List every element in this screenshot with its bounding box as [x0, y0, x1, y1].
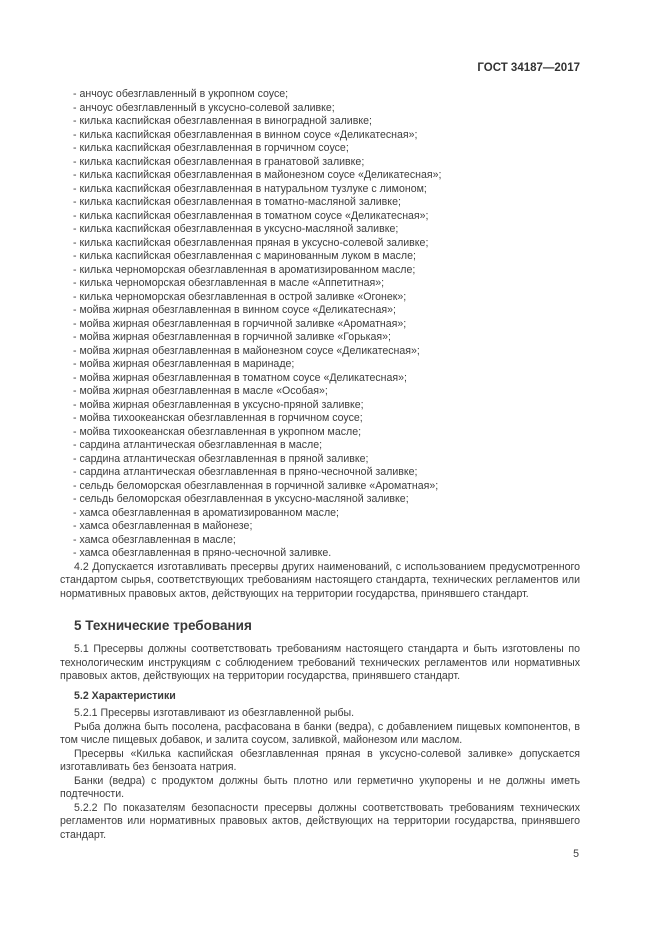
product-list-item: - хамса обезглавленная в майонезе;: [73, 520, 253, 532]
product-list-item: - килька каспийская обезглавленная в томатном соусе «Деликатесная»;: [73, 209, 429, 222]
para-fish-requirements: Рыба должна быть посолена, расфасована в банки (ведра), с добавлением пищевых компонентов, в том числе пищевых добавок, и залита соусом, заливкой, майонезом или маслом.: [60, 720, 580, 746]
product-list-item: - мойва тихоокеанская обезглавленная в горчичном соусе;: [73, 412, 363, 424]
product-list-item: - килька каспийская обезглавленная в гранатовой заливке;: [73, 155, 365, 168]
product-list-item: - сельдь беломорская обезглавленная в уксусно-масляной заливке;: [73, 493, 409, 505]
clause-5-1: 5.1 Пресервы должны соответствовать требованиям настоящего стандарта и быть изготовлены по технологическим инструкциям с соблюдением требований технических регламентов или нормативных правовых актов, действующих на территории государства, принявшего стандарт.: [60, 643, 580, 682]
product-list-item: - сардина атлантическая обезглавленная в пряно-чесночной заливке;: [73, 466, 418, 478]
product-list-item: - килька каспийская обезглавленная пряная в уксусно-солевой заливке;: [73, 236, 429, 249]
product-list-item: - мойва жирная обезглавленная в маринаде;: [73, 358, 295, 370]
product-list-item: - килька черноморская обезглавленная в острой заливке «Огонек»;: [73, 290, 407, 303]
product-list-item: - килька каспийская обезглавленная в уксусно-масляной заливке;: [73, 223, 399, 235]
section-5-heading: 5 Технические требования: [74, 618, 252, 633]
product-list-item: - килька каспийская обезглавленная с маринованным луком в масле;: [73, 250, 416, 262]
product-list-item: - мойва жирная обезглавленная в масле «Особая»;: [73, 385, 328, 397]
clause-5-2-1: 5.2.1 Пресервы изготавливают из обезглавленной рыбы.: [74, 707, 355, 719]
standard-number-header: ГОСТ 34187—2017: [477, 62, 580, 74]
product-list-item: - килька каспийская обезглавленная в горчичном соусе;: [73, 142, 349, 154]
product-list: [60, 88, 580, 561]
clause-4-2: 4.2 Допускается изготавливать пресервы других наименований, с использованием предусмотренного стандартом сырья, соответствующих требованиям настоящего стандарта, технических регламентов или нормативных правовых актов, действующих на территории государства, принявшего стандарт.: [60, 560, 580, 600]
product-list-item: - килька каспийская обезглавленная в винном соусе «Деликатесная»;: [73, 128, 418, 141]
product-list-item: - килька каспийская обезглавленная в натуральном тузлуке с лимоном;: [73, 182, 427, 195]
product-list-item: - хамса обезглавленная в масле;: [73, 533, 236, 546]
product-list-item: - мойва жирная обезглавленная в уксусно-пряной заливке;: [73, 398, 364, 411]
product-list-item: - килька каспийская обезглавленная в виноградной заливке;: [73, 115, 372, 127]
clause-5-2-2: 5.2.2 По показателям безопасности пресервы должны соответствовать требованиям технических регламентов или нормативных правовых актов, действующих на территории государства, принявшего стандарт.: [60, 801, 580, 841]
para-benzoate-exception: Пресервы «Килька каспийская обезглавленная пряная в уксусно-солевой заливке» допускается изготавливать без бензоата натрия.: [60, 747, 580, 773]
product-list-item: - мойва жирная обезглавленная в горчичной заливке «Ароматная»;: [73, 317, 407, 330]
page-number: 5: [573, 848, 579, 860]
product-list-item: - мойва жирная обезглавленная в винном соусе «Деликатесная»;: [73, 304, 396, 316]
product-list-item: - сардина атлантическая обезглавленная в масле;: [73, 439, 323, 451]
product-list-item: - мойва жирная обезглавленная в горчичной заливке «Горькая»;: [73, 331, 391, 343]
product-list-item: - килька черноморская обезглавленная в масле «Аппетитная»;: [73, 277, 385, 289]
product-list-item: - килька каспийская обезглавленная в томатно-масляной заливке;: [73, 196, 401, 208]
product-list-item: - килька черноморская обезглавленная в ароматизированном масле;: [73, 263, 416, 276]
product-list-item: - мойва жирная обезглавленная в томатном соусе «Деликатесная»;: [73, 371, 407, 384]
subheading-5-2: 5.2 Характеристики: [74, 689, 176, 702]
product-list-item: - анчоус обезглавленный в уксусно-солевой заливке;: [73, 101, 335, 114]
product-list-item: - сардина атлантическая обезглавленная в пряной заливке;: [73, 452, 369, 465]
product-list-item: - килька каспийская обезглавленная в майонезном соусе «Деликатесная»;: [73, 169, 442, 181]
product-list-item: - хамса обезглавленная в пряно-чесночной заливке.: [73, 547, 332, 559]
para-cans-sealing: Банки (ведра) с продуктом должны быть плотно или герметично укупорены и не должны иметь подтечности.: [60, 774, 580, 800]
product-list-item: - хамса обезглавленная в ароматизированном масле;: [73, 506, 339, 519]
product-list-item: - мойва тихоокеанская обезглавленная в укропном масле;: [73, 425, 362, 438]
product-list-item: - сельдь беломорская обезглавленная в горчичной заливке «Ароматная»;: [73, 479, 439, 492]
product-list-item: - анчоус обезглавленный в укропном соусе;: [73, 88, 289, 100]
product-list-item: - мойва жирная обезглавленная в майонезном соусе «Деликатесная»;: [73, 344, 420, 357]
